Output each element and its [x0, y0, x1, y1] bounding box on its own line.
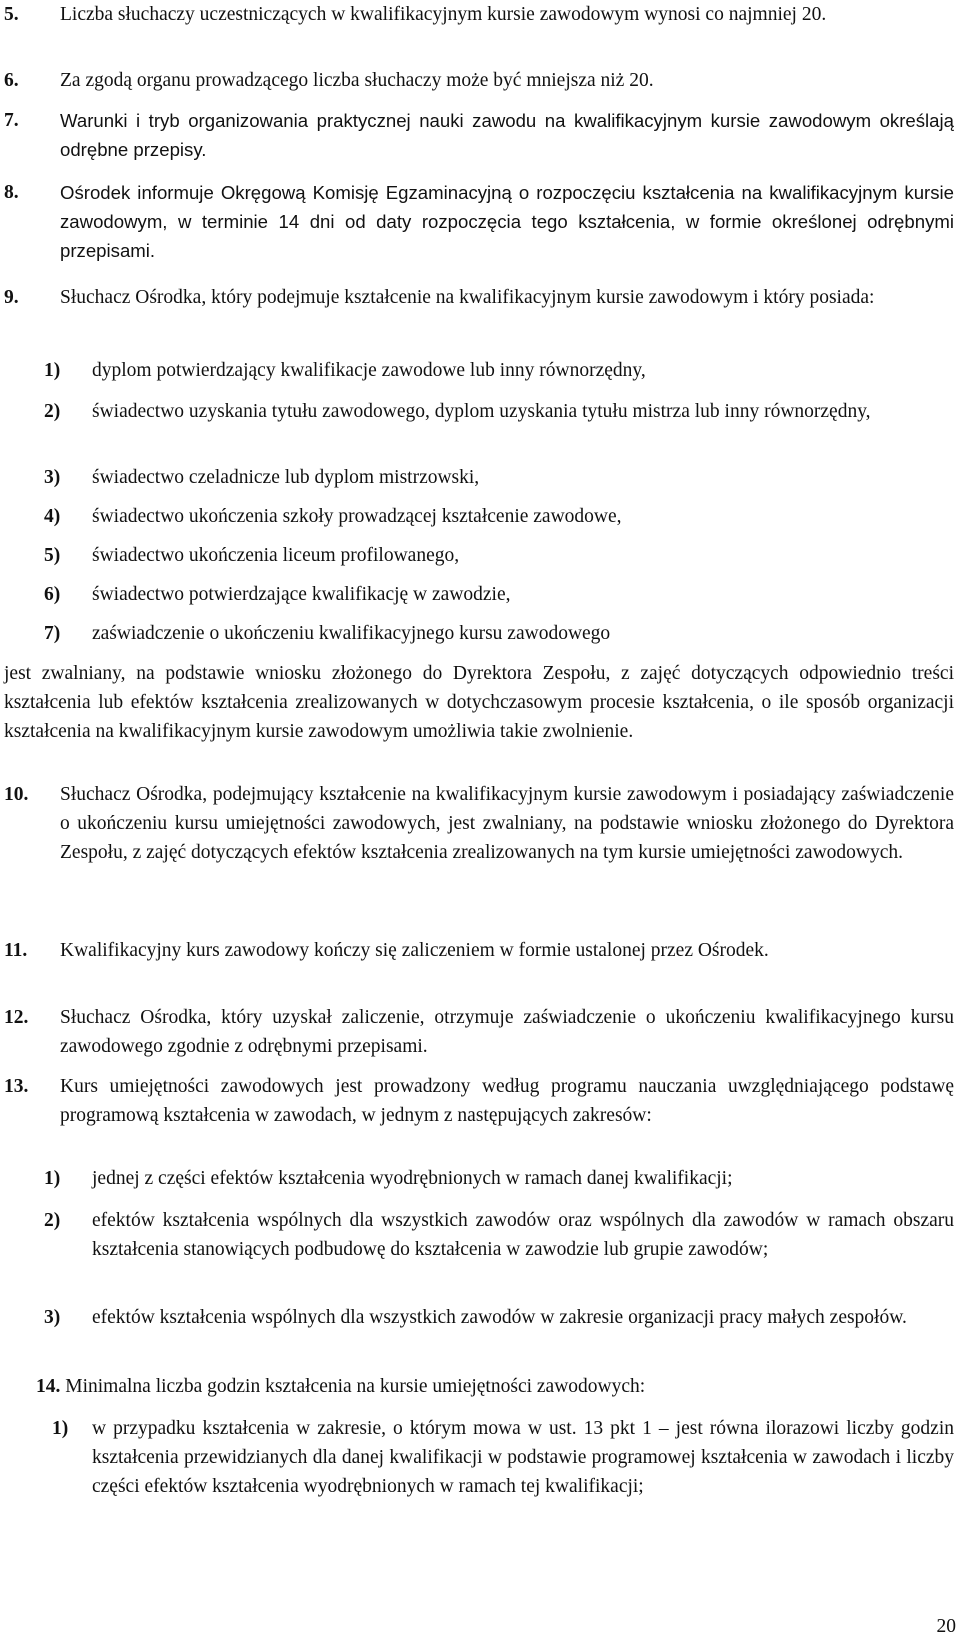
paragraph-number: 9.: [4, 287, 19, 308]
page-number: 20: [936, 1616, 956, 1637]
list-item-text: świadectwo czeladnicze lub dyplom mistrzowski,: [92, 467, 480, 488]
list-item-number: 1): [44, 360, 61, 381]
list-item-9-6: [44, 580, 944, 609]
paragraph-number: 7.: [4, 110, 19, 131]
paragraph-text: Warunki i tryb organizowania praktycznej nauki zawodu na kwalifikacyjnym kursie zawodowym określają odrębne przepisy.: [60, 110, 954, 160]
list-item-9-1: [44, 356, 944, 385]
list-item-text: świadectwo ukończenia szkoły prowadzącej kształcenie zawodowe,: [92, 506, 622, 527]
paragraph-9: [4, 283, 954, 312]
paragraph-text: Minimalna liczba godzin kształcenia na kursie umiejętności zawodowych:: [65, 1376, 646, 1397]
paragraph-number: 5.: [4, 4, 19, 25]
paragraph-text: Liczba słuchaczy uczestniczących w kwalifikacyjnym kursie zawodowym wynosi co najmniej 20.: [60, 4, 827, 25]
paragraph-12: [4, 1003, 954, 1061]
list-item-text: jednej z części efektów kształcenia wyodrębnionych w ramach danej kwalifikacji;: [92, 1168, 733, 1189]
list-item-number: 5): [44, 545, 61, 566]
list-item-9-2: [44, 397, 944, 426]
paragraph-number: 14.: [36, 1376, 61, 1397]
paragraph-text: Kurs umiejętności zawodowych jest prowadzony według programu nauczania uwzględniającego podstawę programową kształcenia w zawodach, w jednym z następujących zakresów:: [60, 1076, 954, 1126]
paragraph-6: [4, 66, 954, 95]
paragraph-number: 11.: [4, 940, 28, 961]
list-item-number: 4): [44, 506, 61, 527]
list-item-9-3: [44, 463, 944, 492]
list-item-text: w przypadku kształcenia w zakresie, o którym mowa w ust. 13 pkt 1 – jest równa ilorazowi liczby godzin kształcenia przewidzianych dla danej kwalifikacji w podstawie programowej kształcenia w zawodach i liczby części efektów kształcenia wyodrębnionych w ramach tej kwalifikacji;: [92, 1418, 954, 1497]
paragraph-text: Ośrodek informuje Okręgową Komisję Egzaminacyjną o rozpoczęciu kształcenia na kwalifikacyjnym kursie zawodowym, w terminie 14 dni od daty rozpoczęcia tego kształcenia, w formie określonej odrębnymi przepisami.: [60, 182, 954, 261]
list-item-number: 1): [52, 1418, 69, 1439]
paragraph-number: 8.: [4, 182, 19, 203]
list-item-14-1: [52, 1414, 954, 1501]
list-item-text: efektów kształcenia wspólnych dla wszystkich zawodów oraz wspólnych dla zawodów w ramach obszaru kształcenia stanowiących podbudowę do kształcenia w zawodzie lub grupie zawodów;: [92, 1210, 954, 1260]
paragraph-text: Słuchacz Ośrodka, który podejmuje kształcenie na kwalifikacyjnym kursie zawodowym i który posiada:: [60, 287, 875, 308]
paragraph-number: 13.: [4, 1076, 29, 1097]
list-item-number: 7): [44, 623, 61, 644]
paragraph-number: 12.: [4, 1007, 29, 1028]
list-item-text: świadectwo ukończenia liceum profilowanego,: [92, 545, 460, 566]
paragraph-10: [4, 780, 954, 867]
list-item-text: świadectwo uzyskania tytułu zawodowego, dyplom uzyskania tytułu mistrza lub inny równorzędny,: [92, 401, 871, 422]
paragraph-5: [4, 0, 954, 29]
paragraph-text: Słuchacz Ośrodka, który uzyskał zaliczenie, otrzymuje zaświadczenie o ukończeniu kwalifikacyjnego kursu zawodowego zgodnie z odrębnymi przepisami.: [60, 1007, 954, 1057]
paragraph-text: Za zgodą organu prowadzącego liczba słuchaczy może być mniejsza niż 20.: [60, 70, 654, 91]
paragraph-13: [4, 1072, 954, 1130]
paragraph-number: 10.: [4, 784, 29, 805]
list-item-13-2: [44, 1206, 954, 1264]
list-item-number: 2): [44, 1210, 61, 1231]
paragraph-14: [36, 1372, 954, 1401]
paragraph-9-tail: jest zwalniany, na podstawie wniosku złożonego do Dyrektora Zespołu, z zajęć dotyczących odpowiednio treści kształcenia lub efektów kształcenia zrealizowanych w dotychczasowym procesie kształcenia, o ile sposób organizacji kształcenia na kwalifikacyjnym kursie zawodowym umożliwia takie zwolnienie.: [4, 663, 954, 742]
list-item-9-4: [44, 502, 944, 531]
list-item-number: 1): [44, 1168, 61, 1189]
list-item-9-5: [44, 541, 944, 570]
list-item-number: 6): [44, 584, 61, 605]
list-item-text: świadectwo potwierdzające kwalifikację w zawodzie,: [92, 584, 511, 605]
paragraph-text: Kwalifikacyjny kurs zawodowy kończy się zaliczeniem w formie ustalonej przez Ośrodek.: [60, 940, 769, 961]
list-item-text: zaświadczenie o ukończeniu kwalifikacyjnego kursu zawodowego: [92, 623, 611, 644]
list-item-number: 3): [44, 467, 61, 488]
paragraph-8: [4, 178, 954, 265]
list-item-number: 2): [44, 401, 61, 422]
list-item-13-1: [44, 1164, 954, 1193]
paragraph-text: Słuchacz Ośrodka, podejmujący kształcenie na kwalifikacyjnym kursie zawodowym i posiadający zaświadczenie o ukończeniu kursu umiejętności zawodowych, jest zwalniany, na podstawie wniosku złożonego do Dyrektora Zespołu, z zajęć dotyczących efektów kształcenia zrealizowanych na tym kursie umiejętności zawodowych.: [60, 784, 954, 863]
list-item-13-3: [44, 1303, 954, 1332]
list-item-text: efektów kształcenia wspólnych dla wszystkich zawodów w zakresie organizacji pracy małych zespołów.: [92, 1307, 907, 1328]
paragraph-number: 6.: [4, 70, 19, 91]
paragraph-7: [4, 106, 954, 164]
paragraph-11: [4, 936, 954, 965]
list-item-number: 3): [44, 1307, 61, 1328]
list-item-9-7: [44, 619, 944, 648]
list-item-text: dyplom potwierdzający kwalifikacje zawodowe lub inny równorzędny,: [92, 360, 646, 381]
